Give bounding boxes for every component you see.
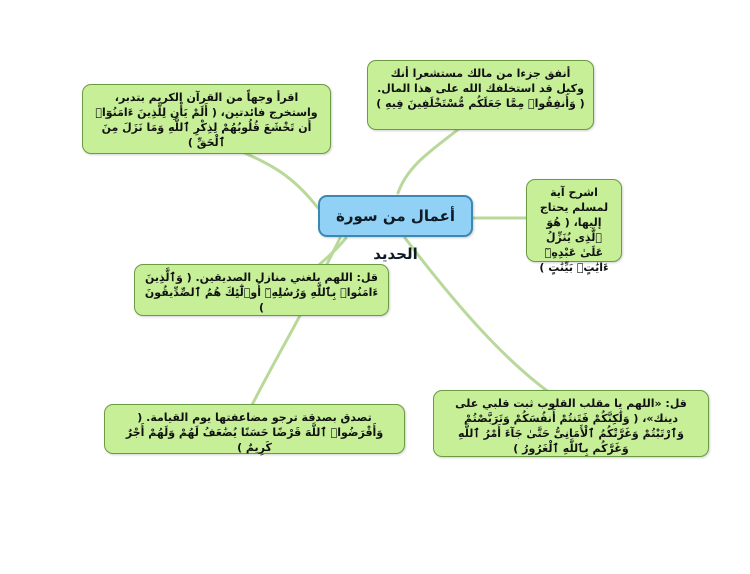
node-charity[interactable] [104, 404, 405, 454]
node-charity-text: تصدق بصدقة ترجو مضاعفتها يوم القيامة. ( وَأَقْرَضُوا۟ ٱللَّهَ قَرْضًا حَسَنًا يُضَٰعَفُ لَهُمْ وَلَهُمْ أَجْرٌ كَرِيمٌ ) [125, 411, 384, 454]
branch-read [238, 150, 318, 208]
node-explain-text: اشرح آية لمسلم يحتاج إليها، ( هُوَ ٱلَّذِى يُنَزِّلُ عَلَىٰ عَبْدِهِۦٓ ءَايَٰتٍۭ بَيِّنَٰتٍ ) [539, 186, 609, 274]
node-read[interactable] [82, 84, 331, 154]
branch-heart [405, 238, 550, 393]
node-explain[interactable] [526, 179, 622, 274]
central-topic[interactable] [318, 195, 473, 263]
central-topic-title: أعمال من سورة الحديد [336, 207, 455, 263]
branch-spend [398, 128, 460, 193]
node-heart[interactable] [433, 390, 709, 457]
node-pray-text: قل: اللهم بلغني منازل الصديقين. ( وَٱلَّذِينَ ءَامَنُوا۟ بِٱللَّهِ وَرُسُلِهِۦٓ أُو۟لَٰٓئِكَ هُمُ ٱلصِّدِّيقُونَ ) [144, 271, 379, 314]
node-heart-text: قل: «اللهم يا مقلب القلوب ثبت قلبي على دينك»، ( وَلَٰكِنَّكُمْ فَتَنتُمْ أَنفُسَكُمْ وَتَرَبَّصْتُمْ وَٱرْتَبْتُمْ وَغَرَّتْكُمُ ٱلْأَمَانِىُّ حَتَّىٰ جَآءَ أَمْرُ ٱللَّهِ وَغَرَّكُم بِٱللَّهِ ٱلْغَرُورُ ) [455, 397, 687, 455]
node-pray[interactable] [134, 264, 389, 316]
node-spend[interactable] [367, 60, 594, 130]
node-read-text: اقرأ وجهاً من القرآن الكريم بتدبر، واستخرج فائدتين، ( أَلَمْ يَأْنِ لِلَّذِينَ ءَامَنُوٓا۟ أَن تَخْشَعَ قُلُوبُهُمْ لِذِكْرِ ٱللَّهِ وَمَا نَزَلَ مِنَ ٱلْحَقِّ ) [95, 91, 318, 149]
node-spend-text: أنفق جزءا من مالك مستشعرا أنك وكيل قد استخلفك الله على هذا المال. ( وَأَنفِقُوا۟ مِمَّا جَعَلَكُم مُّسْتَخْلَفِينَ فِيهِ ) [376, 67, 585, 110]
